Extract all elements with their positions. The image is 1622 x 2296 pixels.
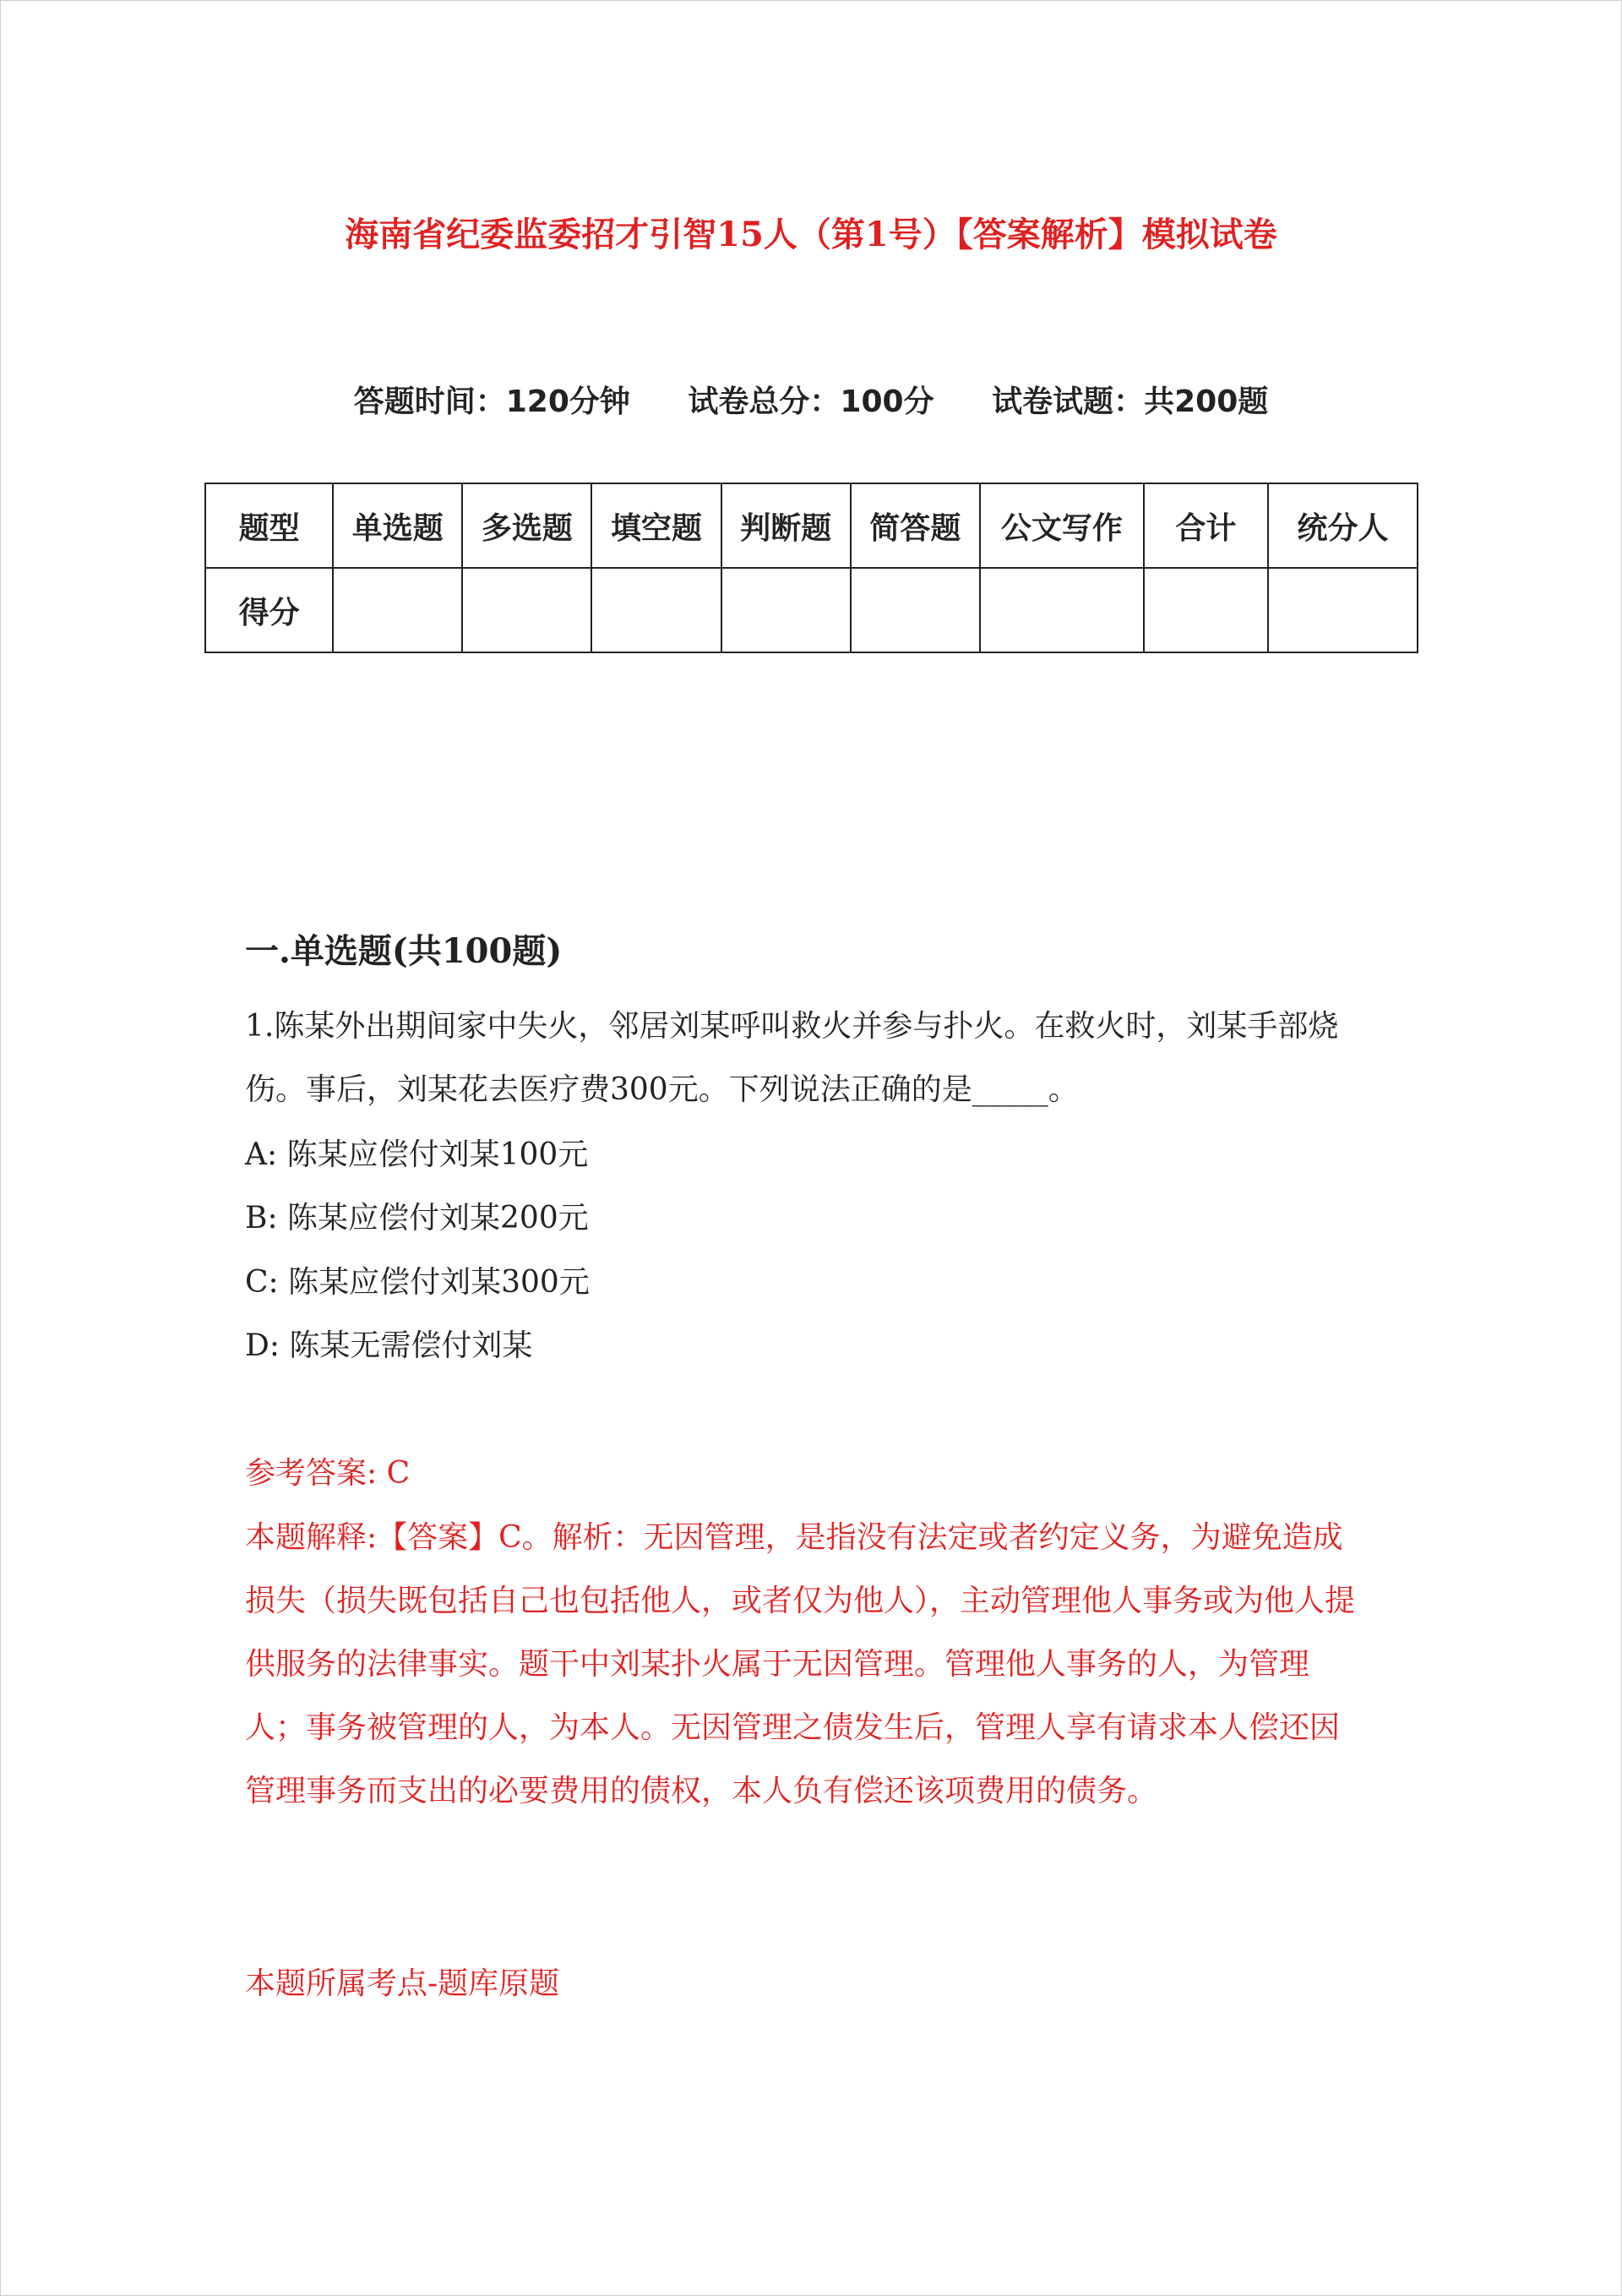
option-b: B: 陈某应偿付刘某200元 — [245, 1201, 589, 1235]
score-table — [204, 483, 1418, 653]
score-header-type: 题型 — [205, 483, 333, 568]
score-row-label: 得分 — [205, 568, 333, 652]
score-cell — [721, 568, 851, 652]
section-heading: 一.单选题(共100题) — [245, 931, 563, 971]
score-cell — [851, 568, 980, 652]
score-header-multi: 多选题 — [462, 483, 591, 568]
score-header-fill: 填空题 — [591, 483, 721, 568]
score-cell — [333, 568, 462, 652]
score-header-short: 简答题 — [851, 483, 980, 568]
score-header-single: 单选题 — [333, 483, 462, 568]
score-cell — [462, 568, 591, 652]
score-header-judge: 判断题 — [721, 483, 851, 568]
option-c: C: 陈某应偿付刘某300元 — [245, 1265, 590, 1300]
question-stem: 1.陈某外出期间家中失火，邻居刘某呼叫救火并参与扑火。在救火时，刘某手部烧伤。事后，刘某花去医疗费300元。下列说法正确的是_____。 — [245, 1009, 1339, 1107]
exam-count: 试卷试题：共200题 — [992, 384, 1269, 419]
answer-explanation: 本题解释:【答案】C。解析：无因管理，是指没有法定或者约定义务，为避免造成损失（损失既包括自己也包括他人，或者仅为他人），主动管理他人事务或为他人提供服务的法律事实。题干中刘某扑火属于无因管理。管理他人事务的人，为管理人；事务被管理的人，为本人。无因管理之债发生后，管理人享有请求本人偿还因管理事务而支出的必要费用的债权，本人负有偿还该项费用的债务。 — [245, 1520, 1356, 1808]
exam-total: 试卷总分：100分 — [688, 384, 934, 419]
exam-meta — [0, 377, 1622, 428]
document-title: 海南省纪委监委招才引智15人（第1号）【答案解析】模拟试卷 — [345, 215, 1277, 254]
score-cell — [980, 568, 1144, 652]
score-cell — [1268, 568, 1418, 652]
score-table-score-row — [205, 568, 1418, 652]
option-a: A: 陈某应偿付刘某100元 — [245, 1137, 589, 1172]
exam-time: 答题时间：120分钟 — [353, 384, 630, 419]
question-topic: 本题所属考点-题库原题 — [245, 1966, 560, 2001]
score-cell — [1144, 568, 1268, 652]
score-table-header-row — [205, 483, 1418, 568]
score-header-scorer: 统分人 — [1268, 483, 1418, 568]
option-d: D: 陈某无需偿付刘某 — [245, 1328, 533, 1363]
score-cell — [591, 568, 721, 652]
reference-answer: 参考答案: C — [245, 1456, 411, 1491]
score-header-writing: 公文写作 — [980, 483, 1144, 568]
score-header-total: 合计 — [1144, 483, 1268, 568]
